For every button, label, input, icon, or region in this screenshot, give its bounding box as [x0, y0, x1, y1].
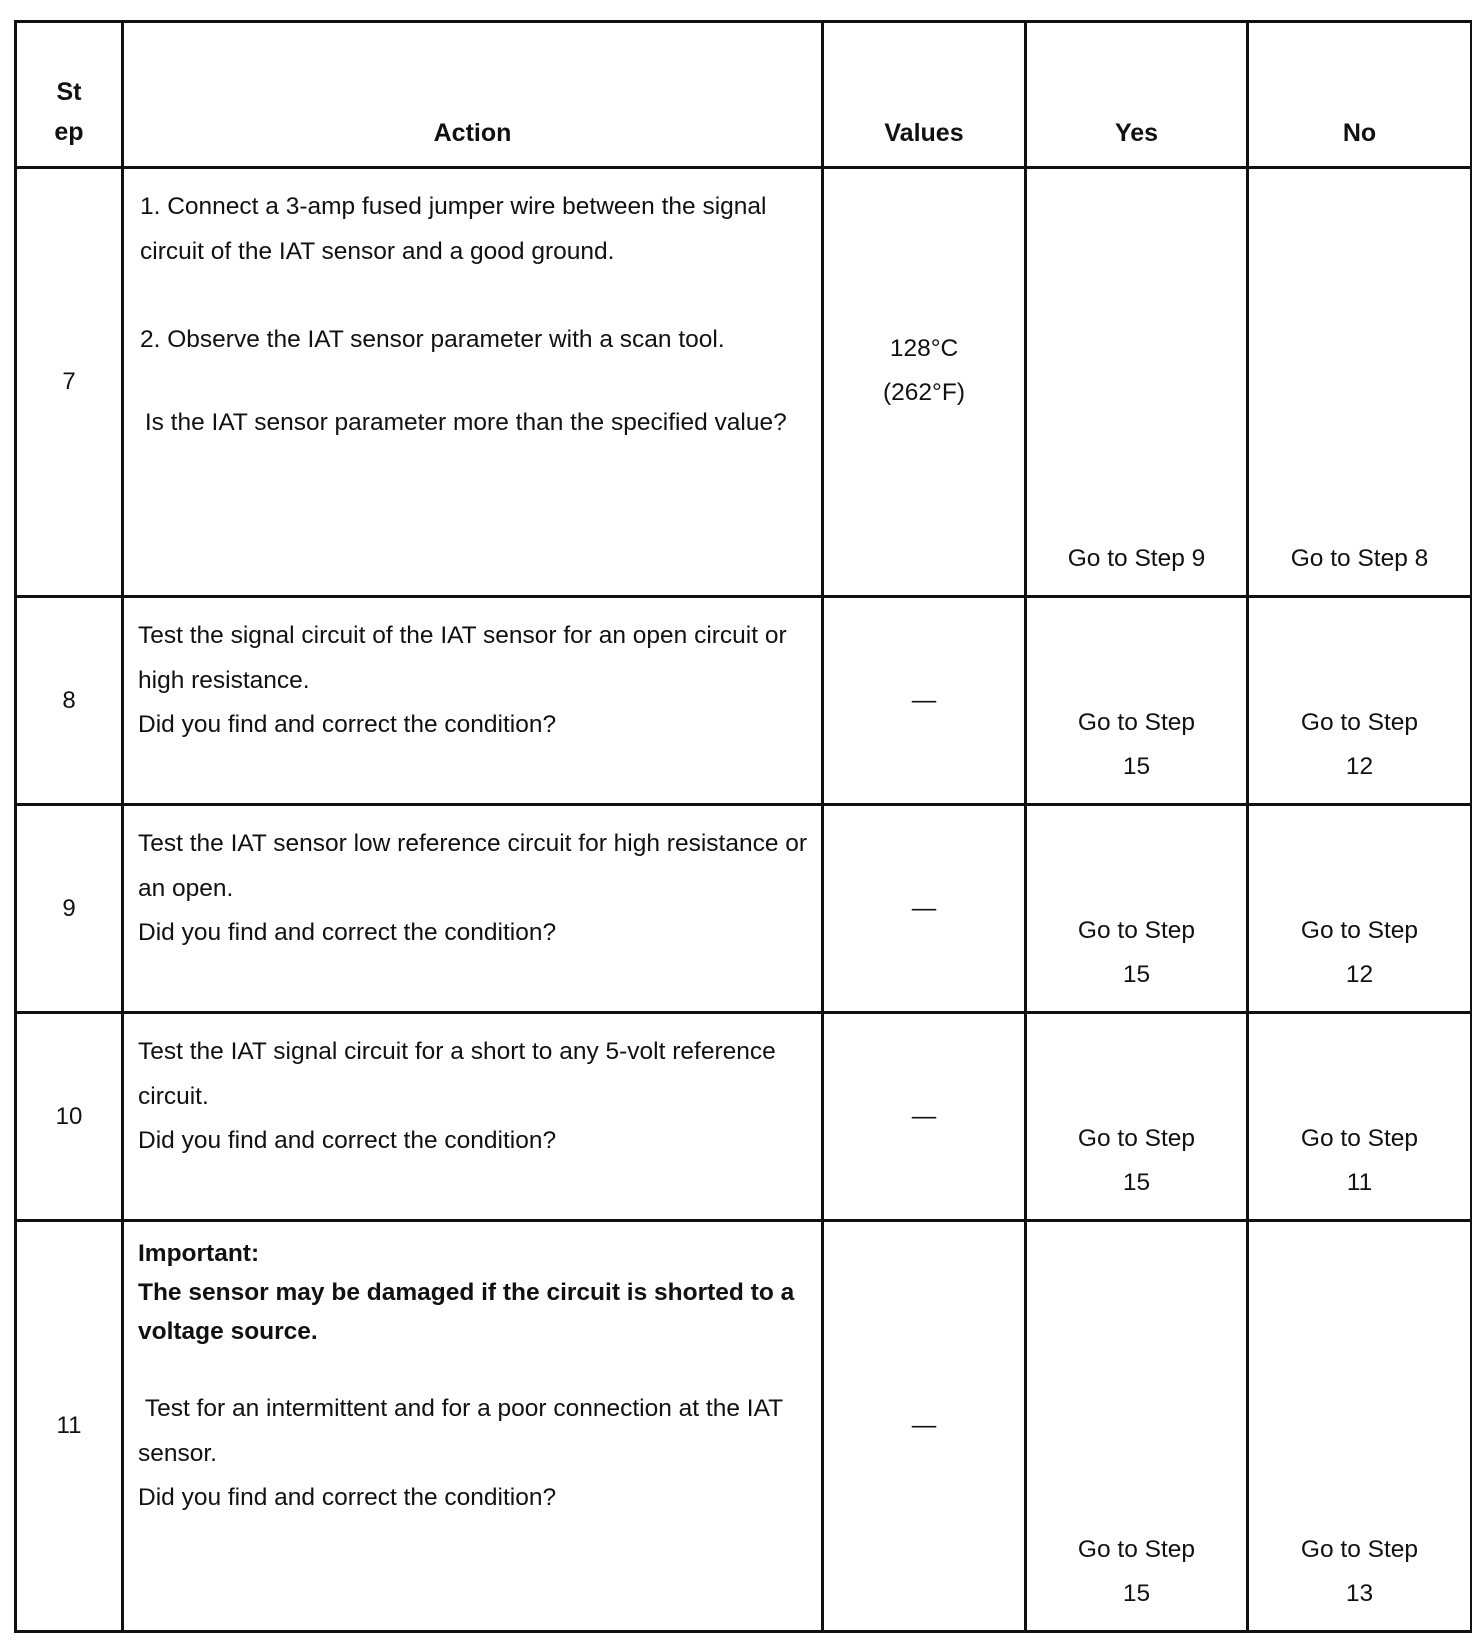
yes-cell	[1026, 805, 1248, 1013]
action-cell	[123, 597, 823, 805]
action-instruction: Test the signal circuit of the IAT sensor for an open circuit or high resistance.	[138, 622, 787, 694]
action-instruction: 2. Observe the IAT sensor parameter with a scan tool.	[140, 326, 725, 353]
no-result: Go to Step 11	[1300, 1125, 1419, 1196]
yes-result: Go to Step 15	[1077, 917, 1196, 988]
step-number: 11	[16, 1221, 123, 1632]
action-question: Did you find and correct the condition?	[138, 1484, 557, 1511]
step-number: 9	[16, 805, 123, 1013]
yes-result: Go to Step 15	[1077, 1125, 1196, 1196]
table-row	[16, 805, 1472, 1013]
value-dash: —	[911, 1102, 937, 1130]
action-instruction: Test for an intermittent and for a poor connection at the IAT sensor.	[138, 1395, 790, 1467]
no-result: Go to Step 8	[1290, 545, 1429, 572]
table-row	[16, 168, 1472, 597]
value-cell	[823, 1221, 1026, 1632]
action-cell	[123, 168, 823, 597]
action-question: Did you find and correct the condition?	[138, 711, 557, 738]
no-result: Go to Step 12	[1300, 917, 1419, 988]
header-action: Action	[123, 22, 823, 168]
diagnostic-table	[14, 20, 1472, 1633]
header-step: St ep	[16, 22, 123, 168]
yes-result: Go to Step 15	[1077, 1536, 1196, 1607]
no-cell	[1248, 1013, 1472, 1221]
table-row	[16, 1013, 1472, 1221]
header-yes: Yes	[1026, 22, 1248, 168]
action-cell	[123, 1221, 823, 1632]
value-fahrenheit: (262°F)	[883, 379, 965, 406]
action-instruction: Test the IAT signal circuit for a short to any 5-volt reference circuit.	[138, 1038, 776, 1110]
yes-cell	[1026, 597, 1248, 805]
action-instruction: 1. Connect a 3-amp fused jumper wire between the signal circuit of the IAT sensor and a good ground.	[140, 193, 767, 265]
yes-result: Go to Step 9	[1067, 545, 1206, 572]
no-cell	[1248, 805, 1472, 1013]
value-cell	[823, 597, 1026, 805]
step-number: 8	[16, 597, 123, 805]
yes-cell	[1026, 1013, 1248, 1221]
no-cell	[1248, 168, 1472, 597]
value-dash: —	[911, 686, 937, 714]
no-cell	[1248, 1221, 1472, 1632]
table-row	[16, 1221, 1472, 1632]
value-cell	[823, 805, 1026, 1013]
action-question: Did you find and correct the condition?	[138, 919, 557, 946]
yes-cell	[1026, 1221, 1248, 1632]
no-result: Go to Step 13	[1300, 1536, 1419, 1607]
step-number: 7	[16, 168, 123, 597]
step-number: 10	[16, 1013, 123, 1221]
header-no: No	[1248, 22, 1472, 168]
important-note: The sensor may be damaged if the circuit is shorted to a voltage source.	[138, 1279, 795, 1345]
no-cell	[1248, 597, 1472, 805]
value-dash: —	[911, 1412, 937, 1439]
value-dash: —	[911, 894, 937, 922]
value-cell	[823, 1013, 1026, 1221]
action-instruction: Test the IAT sensor low reference circuit for high resistance or an open.	[138, 830, 808, 902]
action-question: Is the IAT sensor parameter more than the specified value?	[138, 408, 787, 436]
action-question: Did you find and correct the condition?	[138, 1127, 557, 1154]
header-row	[16, 22, 1472, 168]
value-cell	[823, 168, 1026, 597]
header-values: Values	[823, 22, 1026, 168]
value-celsius: 128°C	[889, 335, 959, 362]
action-cell	[123, 1013, 823, 1221]
action-cell	[123, 805, 823, 1013]
yes-result: Go to Step 15	[1077, 709, 1196, 780]
yes-cell	[1026, 168, 1248, 597]
table-row	[16, 597, 1472, 805]
important-label: Important:	[138, 1240, 260, 1267]
no-result: Go to Step 12	[1300, 709, 1419, 780]
